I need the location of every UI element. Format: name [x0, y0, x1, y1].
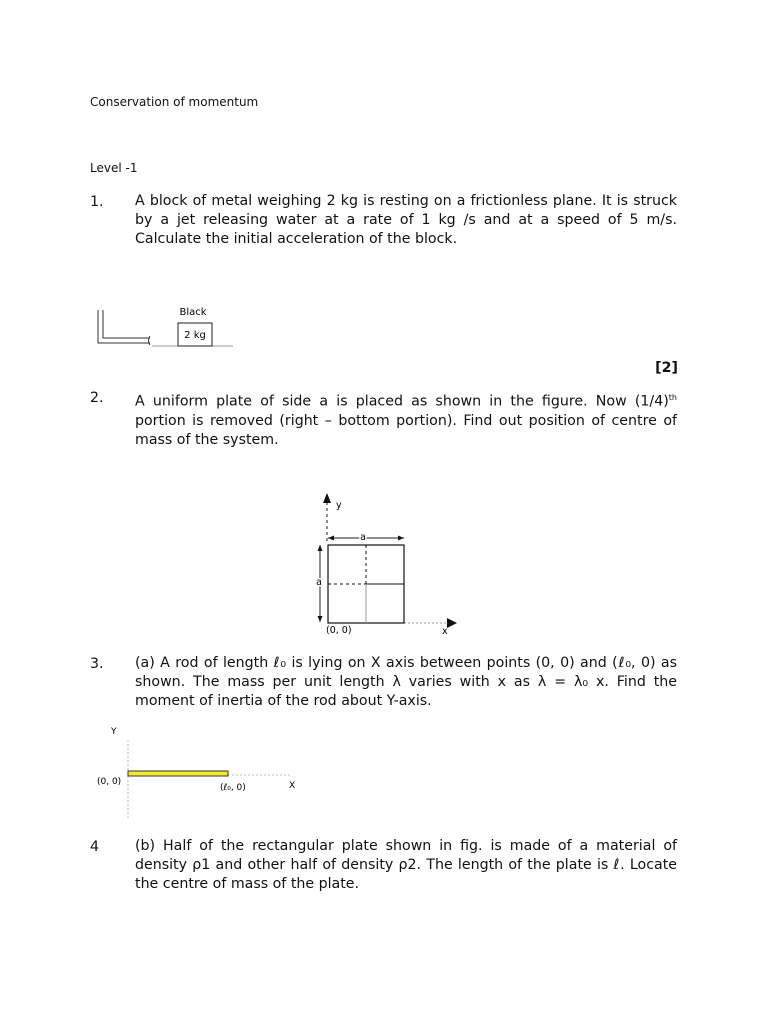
question-2-superscript: th: [668, 393, 677, 402]
y-axis-label: y: [336, 500, 342, 511]
rod-origin-label: (0, 0): [97, 777, 122, 787]
question-2-text: [135, 388, 677, 450]
block-mass-label: 2 kg: [184, 330, 206, 341]
question-1-text: A block of metal weighing 2 kg is resting on a frictionless plane. It is struck by a jet releasing water at a rate of 1 kg /s and at a speed of 5 m/s. Calculate the initial acceleration of the block.: [135, 193, 677, 247]
question-3-number: 3.: [90, 656, 104, 672]
top-dimension-label: a: [360, 532, 366, 543]
x-axis-arrow: [447, 618, 457, 628]
side-dimension-label: a: [316, 577, 322, 588]
rod: [128, 771, 228, 776]
rod-x-axis-label: X: [289, 781, 296, 791]
question-4-number: 4: [90, 839, 100, 855]
figure-square-plate: [305, 488, 470, 640]
y-axis-arrow: [323, 493, 331, 503]
rod-end-label: (ℓ₀, 0): [220, 783, 246, 793]
block-top-label: Black: [179, 307, 207, 318]
document-title: Conservation of momentum: [90, 95, 259, 109]
rod-y-axis-label: Y: [111, 727, 117, 737]
nozzle-inner-line: [103, 310, 150, 338]
level-heading: Level -1: [90, 161, 138, 175]
question-3-text: (a) A rod of length ℓ₀ is lying on X axis between points (0, 0) and (ℓ₀, 0) as shown. The mass per unit length λ varies with x as λ = λ₀ x. Find the moment of inertia of the rod about Y-axis.: [135, 655, 677, 709]
side-dimension-arrow-top: [318, 545, 323, 551]
jet-outlet: [149, 336, 151, 345]
question-2-number: 2.: [90, 390, 104, 406]
question-2-text-main: A uniform plate of side a is placed as shown in the figure. Now (1/4): [135, 393, 669, 410]
question-1-marks: [2]: [655, 360, 678, 376]
x-axis-label: x: [442, 626, 448, 637]
origin-label: (0, 0): [326, 625, 352, 636]
question-2-text-rest: portion is removed (right – bottom portion). Find out position of centre of mass of the system.: [135, 412, 677, 448]
top-dimension-arrow-left: [328, 536, 334, 541]
side-dimension-arrow-bottom: [318, 616, 323, 622]
question-1-number: 1.: [90, 194, 104, 210]
top-dimension-arrow-right: [398, 536, 404, 541]
figure-jet-block: [90, 300, 250, 355]
question-4-text: (b) Half of the rectangular plate shown in fig. is made of a material of density ρ1 and other half of density ρ2. The length of the plate is ℓ. Locate the centre of mass of the plate.: [135, 838, 677, 892]
figure-rod: [90, 720, 310, 825]
